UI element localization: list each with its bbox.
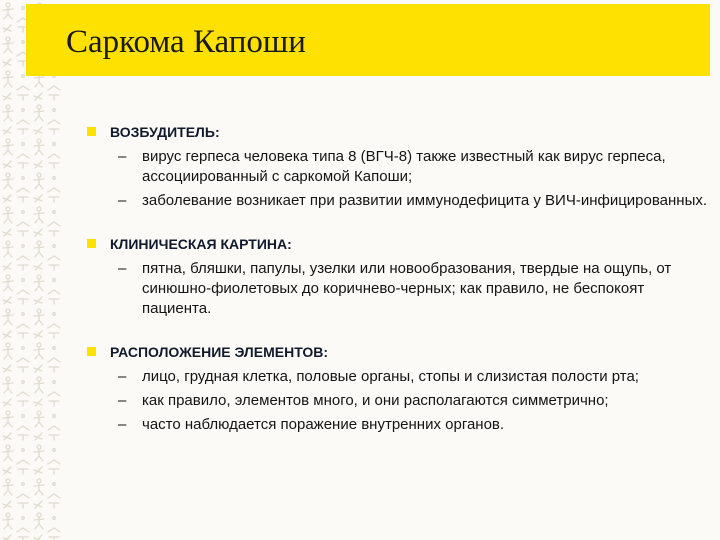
list-item [118, 259, 710, 319]
list-item-text: пятна, бляшки, папулы, узелки или новообразования, твердые на ощупь, от синюшно-фиолетовых до коричнево-черных; как правило, не беспокоят пациента. [142, 260, 672, 317]
list-item [118, 147, 710, 187]
list-item [118, 415, 710, 435]
dash-bullet-icon: – [118, 416, 127, 433]
square-bullet-icon [87, 347, 96, 356]
dash-bullet-icon: – [118, 148, 127, 165]
section-2 [84, 341, 710, 435]
slide-content [84, 121, 710, 439]
list-item [118, 391, 710, 411]
list-item-text: как правило, элементов много, и они располагаются симметрично; [142, 392, 609, 409]
dash-bullet-icon: – [118, 260, 127, 277]
list-item-text: вирус герпеса человека типа 8 (ВГЧ-8) также известный как вирус герпеса, ассоциированный с саркомой Капоши; [142, 148, 666, 185]
section-heading [84, 121, 710, 143]
section-heading [84, 341, 710, 363]
section-heading-text: КЛИНИЧЕСКАЯ КАРТИНА: [110, 236, 292, 252]
list-item [118, 191, 710, 211]
sub-list [84, 259, 710, 319]
slide-title: Саркома Капоши [66, 24, 306, 60]
title-bar [26, 4, 710, 76]
sub-list [84, 367, 710, 435]
section-heading-text: РАСПОЛОЖЕНИЕ ЭЛЕМЕНТОВ: [110, 344, 329, 360]
section-heading [84, 233, 710, 255]
square-bullet-icon [87, 239, 96, 248]
dash-bullet-icon: – [118, 192, 127, 209]
dash-bullet-icon: – [118, 368, 127, 385]
decorative-side-pattern [0, 0, 62, 540]
dash-bullet-icon: – [118, 392, 127, 409]
sub-list [84, 147, 710, 211]
section-0 [84, 121, 710, 211]
section-1 [84, 233, 710, 319]
list-item [118, 367, 710, 387]
list-item-text: часто наблюдается поражение внутренних органов. [142, 416, 505, 433]
list-item-text: заболевание возникает при развитии иммунодефицита у ВИЧ-инфицированных. [142, 192, 708, 209]
section-heading-text: ВОЗБУДИТЕЛЬ: [110, 124, 220, 140]
list-item-text: лицо, грудная клетка, половые органы, стопы и слизистая полости рта; [142, 368, 639, 385]
square-bullet-icon [87, 127, 96, 136]
